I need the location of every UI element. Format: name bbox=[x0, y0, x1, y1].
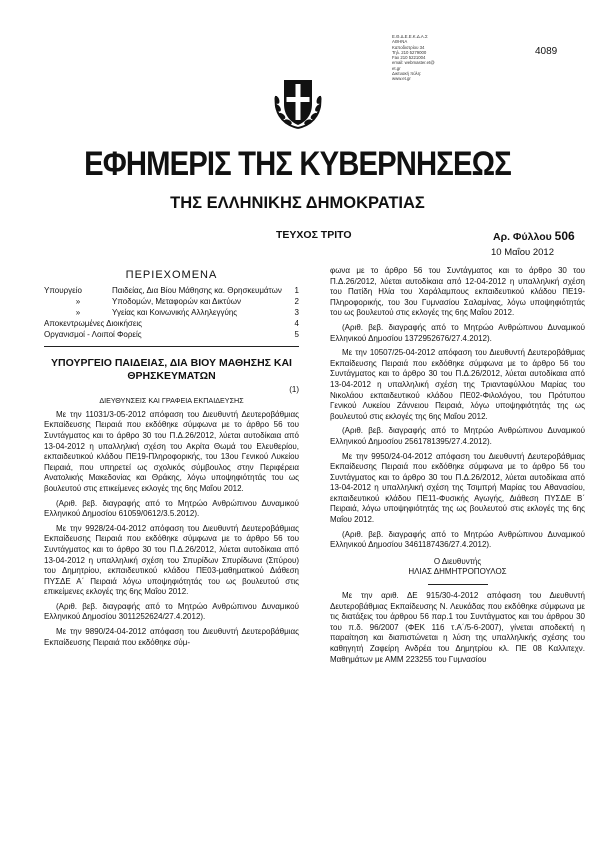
sheet-number-value: 506 bbox=[554, 229, 575, 243]
signature-name: ΗΛΙΑΣ ΔΗΜΗΤΡΟΠΟΥΛΟΣ bbox=[408, 567, 507, 577]
left-column bbox=[44, 261, 299, 652]
decision-paragraph: Με την 9890/24-04-2012 απόφαση του Διευθυντή Δευτεροβάθμιας Εκπαίδευσης Πειραιά που εκδόθηκε σύμ- bbox=[44, 627, 299, 647]
record-paragraph: (Αριθ. βεβ. διαγραφής από το Μητρώο Ανθρώπινου Δυναμικού Ελληνικού Δημοσίου 2561781395/27.4.2012). bbox=[330, 426, 585, 446]
gazette-masthead: ΕΦΗΜΕΡΙΣ ΤΗΣ ΚΥΒΕΡΝΗΣΕΩΣ bbox=[84, 145, 511, 183]
toc-row[interactable]: Οργανισμοί - Λοιποί Φορείς 5 bbox=[44, 329, 299, 339]
issue-label: ΤΕΥΧΟΣ ΤΡΙΤΟ bbox=[276, 229, 352, 241]
ministry-heading: ΥΠΟΥΡΓΕΙΟ ΠΑΙΔΕΙΑΣ, ΔΙΑ ΒΙΟΥ ΜΑΘΗΣΗΣ ΚΑΙ ΘΡΗΣΚΕΥΜΑΤΩΝ bbox=[51, 356, 292, 382]
divider bbox=[428, 584, 488, 585]
record-paragraph: (Αριθ. βεβ. διαγραφής από το Μητρώο Ανθρώπινου Δυναμικού Ελληνικού Δημοσίου 3461187436/27.4.2012). bbox=[330, 529, 585, 550]
greek-coat-of-arms-icon bbox=[272, 74, 324, 130]
toc-row[interactable]: Υπουργείο Παιδείας, Δια Βίου Μάθησης κα. Θρησκευμάτων 1 bbox=[44, 285, 299, 295]
stamp-line: Καποδιστρίου 34 bbox=[392, 44, 425, 50]
table-of-contents bbox=[44, 285, 299, 340]
record-paragraph: (Αριθ. βεβ. διαγραφής από το Μητρώο Ανθρώπινου Δυναμικού Ελληνικού Δημοσίου 3011252624/27.4.2012). bbox=[44, 601, 299, 622]
decision-paragraph: φωνα με το άρθρο 56 του Συντάγματος και το άρθρο 30 του Π.Δ.26/2012, λύεται αυτοδίκαια από 12-04-2012 η υπαλληλική σχέση του Πατίδη Ηλία του Χαράλαμπους εκπαιδευτικού κλάδου ΠΕ19-Πληροφορικής, του 3ου Γυμνασίου Σαλαμίνας, λόγω υποψηφιότητάς του ως βουλευτού στις εκλογές της 6ης Μαΐου 2012. bbox=[330, 266, 585, 318]
decision-paragraph: Με την 9928/24-04-2012 απόφαση του Διευθυντή Δευτεροβάθμιας Εκπαίδευσης Πειραιά που εκδόθηκε σύμφωνα με το άρθρο 56 του Συντάγματος και το άρθρο 30 του Π.Δ.26/2012, λύεται αυτοδίκαια από 13-04-2012 η υπαλληλική σχέση του Σπυρίδων Σπυρίδωνα (Σπύρου) του Δημητρίου, εκπαιδευτικού κλάδου ΠΕ03-μαθηματικού Διάθεση ΠΥΣΔΕ Α΄ Πειραιά λόγω υποψηφιότητάς του ως βουλευτού στις επικείμενες εκλογές της 6ης Μαΐου 2012. bbox=[44, 523, 299, 597]
stamp-line: Ε.Θ.Δ.Ε.Ε.Κ.Δ.Α.Σ bbox=[392, 34, 428, 39]
decision-paragraph: Με την 11031/3-05-2012 απόφαση του Διευθυντή Δευτεροβάθμιας Εκπαίδευσης Πειραιά που εκδόθηκε σύμφωνα με το άρθρο 56 του Συντάγματος και το άρθρο 30 του Π.Δ.26/2012, λύεται αυτοδίκαια από 13-04-2012 η υπαλληλική σχέση του Ακρίτα Θωμά του Ελευθερίου, εκπαιδευτικού κλάδου ΠΕ19-Πληροφορικής, του 13ου Γενικού Λυκείου Πειραιά, που υπηρετεί ως σχολικός σύμβουλος στην Περιφέρεια Ανατολικής Μακεδονίας και Θράκης, λόγω υποψηφιότητάς του ως βουλευτού στις επικείμενες εκλογές της 6ης Μαΐου 2012. bbox=[44, 409, 299, 493]
section-number: (1) bbox=[289, 384, 299, 394]
publisher-stamp bbox=[392, 34, 464, 82]
decision-paragraph: Με την 9950/24-04-2012 απόφαση του Διευθυντή Δευτεροβάθμιας Εκπαίδευσης Πειραιά που εκδόθηκε σύμφωνα με το άρθρο 56 του Συντάγματος και το άρθρο 30 του Π.Δ.26/2012, λύεται αυτοδίκαια από 13-04-2012 η υπαλληλική σχέση της Τσιμπρή Μαρίας του Αθανασίου, εκπαιδευτικού κλάδου ΠΕ11-Φυσικής Αγωγής, Διάθεση ΠΥΣΔΕ Β΄ Πειραιά, λόγω υποψηφιότητάς της ως βουλευτού στις εκλογές της 6ης Μαΐου 2012. bbox=[330, 451, 585, 525]
signature-role: Ο Διευθυντής bbox=[433, 556, 482, 566]
sheet-label: Αρ. Φύλλου bbox=[493, 231, 552, 243]
toc-row[interactable]: Αποκεντρωμένες Διοικήσεις 4 bbox=[44, 318, 299, 328]
decision-paragraph: Με την 10507/25-04-2012 απόφαση του Διευθυντή Δευτεροβάθμιας Εκπαίδευσης Πειραιά που εκδόθηκε σύμφωνα με το άρθρο 56 του Συντάγματος και το άρθρο 30 του Π.Δ.26/2012, λύεται αυτοδίκαια από 13-04-2012 η υπαλληλική σχέση της Τριανταφύλλου Μαρίας του Νικολάου εκπαιδευτικού κλάδου ΠΕ02-Φιλολόγου, του Πρότυπου Γενικού Λυκείου Ζάννειου Πειραιά, λόγω υποψηφιότητάς της ως βουλευτού στις εκλογές της 6ης Μαΐου 2012. bbox=[330, 348, 585, 421]
stamp-line: email: webmaster.et@ bbox=[392, 60, 435, 66]
contents-title: ΠΕΡΙΕΧΟΜΕΝΑ bbox=[125, 269, 218, 281]
department-heading: ΔΙΕΥΘΥΝΣΕΙΣ ΚΑΙ ΓΡΑΦΕΙΑ ΕΚΠΑΙΔΕΥΣΗΣ bbox=[99, 396, 244, 406]
decision-paragraph: Με την αριθ. ΔΕ 915/30-4-2012 απόφαση του Διευθυντή Δευτεροβάθμιας Εκπαίδευσης Ν. Λευκάδας που εκδόθηκε σύμφωνα με τις διατάξεις του άρθρου 56 παρ.1 του Συντάγματος και του άρθρου 30 του π.δ. 96/2007 (ΦΕΚ 116 τ.Α΄/5-6-2007), γίνεται αποδεκτή η παραίτηση και διαπιστώνεται η λύση της υπαλληλικής σχέσης του καθηγητή Ζαφείρη Ανδρέα του Δημητρίου κλ. ΠΕ 08 Καλλιτεχν. Μαθημάτων με ΑΜΜ 223255 του Γυμνασίου bbox=[330, 591, 585, 664]
record-paragraph: (Αριθ. βεβ. διαγραφής από το Μητρώο Ανθρώπινου Δυναμικού Ελληνικού Δημοσίου 1372952676/27.4.2012). bbox=[330, 322, 585, 343]
divider bbox=[44, 346, 299, 347]
page-number: 4089 bbox=[535, 46, 558, 57]
gazette-subtitle: ΤΗΣ ΕΛΛΗΝΙΚΗΣ ΔΗΜΟΚΡΑΤΙΑΣ bbox=[170, 194, 425, 212]
stamp-line: Τηλ. 210 5279000 bbox=[392, 49, 427, 55]
issue-date: 10 Μαΐου 2012 bbox=[491, 247, 554, 258]
stamp-line: www.et.gr bbox=[392, 76, 411, 82]
toc-row[interactable]: » Υγείας και Κοινωνικής Αλληλεγγύης 3 bbox=[75, 307, 299, 317]
right-column bbox=[330, 266, 585, 669]
stamp-line: Δικτυακή πύλη: bbox=[392, 71, 422, 77]
sheet-number bbox=[493, 229, 575, 243]
stamp-line: ΑΘΗΝΑ bbox=[392, 39, 408, 45]
stamp-line: et.gr bbox=[392, 65, 401, 71]
record-paragraph: (Αριθ. βεβ. διαγραφής από το Μητρώο Ανθρώπινου Δυναμικού Ελληνικού Δημοσίου 61059/0612/3.5.2012). bbox=[44, 498, 299, 519]
toc-row[interactable]: » Υποδομών, Μεταφορών και Δικτύων 2 bbox=[75, 296, 299, 306]
stamp-line: Fax 210 5221004 bbox=[392, 55, 426, 61]
